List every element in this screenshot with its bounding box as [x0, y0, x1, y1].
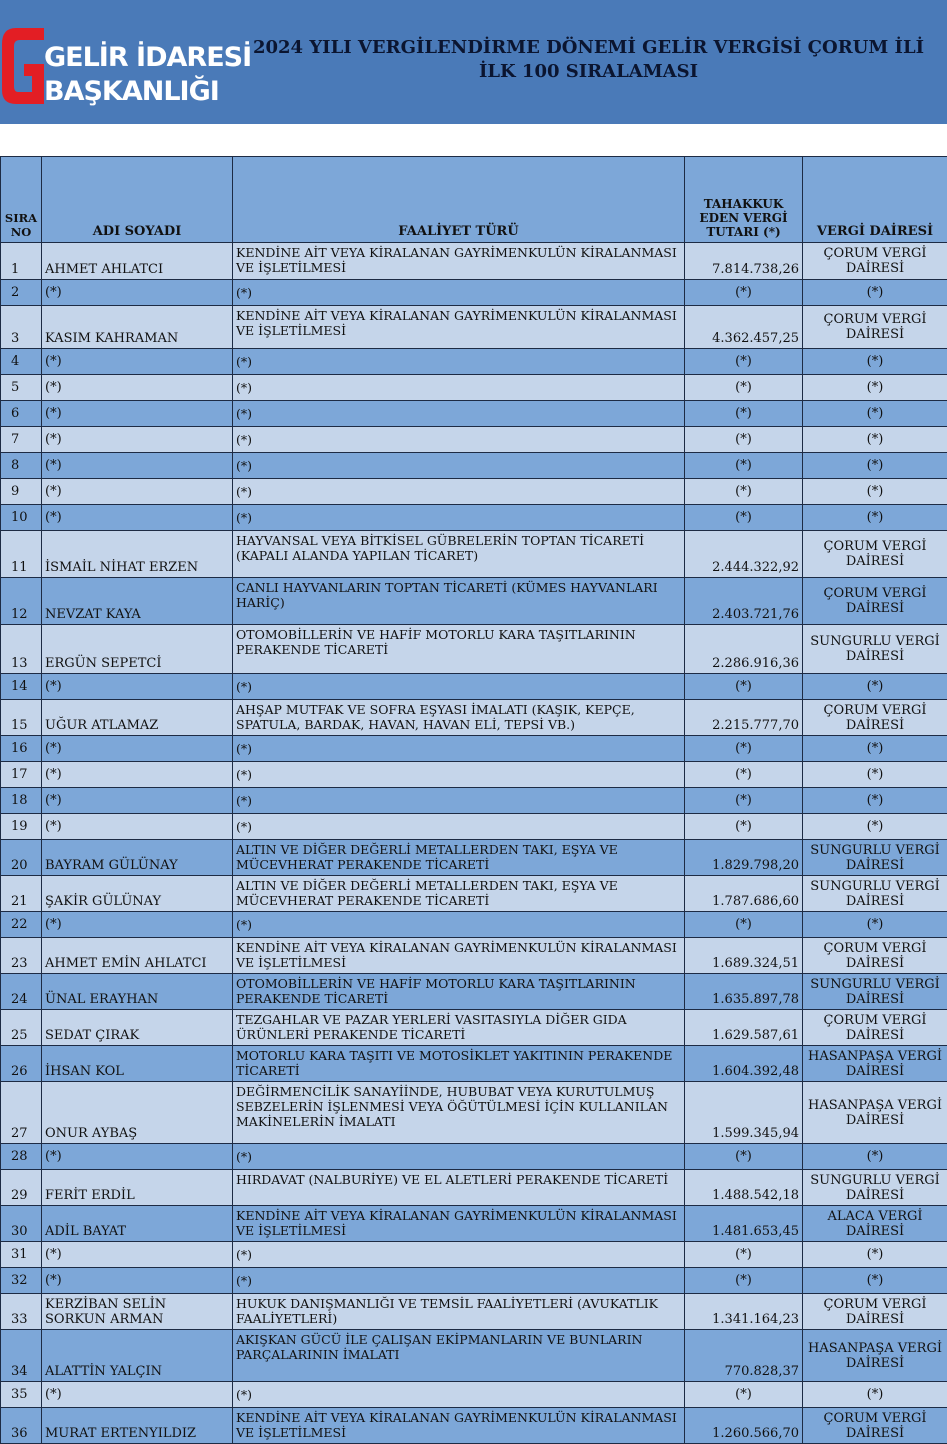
table-row [1, 1294, 947, 1330]
cell-name: (*) [42, 1242, 233, 1268]
cell-amount: (*) [685, 1268, 803, 1294]
cell-no: 13 [1, 625, 42, 674]
cell-amount: (*) [685, 427, 803, 453]
cell-amount: 770.828,37 [685, 1330, 803, 1382]
cell-amount: (*) [685, 375, 803, 401]
cell-activity: (*) [233, 479, 685, 505]
cell-amount: (*) [685, 788, 803, 814]
cell-office: (*) [803, 736, 947, 762]
cell-no: 19 [1, 814, 42, 840]
cell-no: 22 [1, 912, 42, 938]
table-row [1, 625, 947, 674]
cell-office: SUNGURLU VERGİ DAİRESİ [803, 1170, 947, 1206]
cell-no: 2 [1, 280, 42, 306]
table-row [1, 938, 947, 974]
cell-no: 32 [1, 1268, 42, 1294]
cell-no: 6 [1, 401, 42, 427]
cell-office: (*) [803, 349, 947, 375]
col-header-amount: TAHAKKUK EDEN VERGİ TUTARI (*) [685, 157, 803, 243]
cell-office: (*) [803, 505, 947, 531]
title-line-2: İLK 100 SIRALAMASI [230, 60, 947, 84]
cell-activity: DEĞİRMENCİLİK SANAYİİNDE, HUBUBAT VEYA KURUTULMUŞ SEBZELERİN İŞLENMESİ VEYA ÖĞÜTÜLMESİ İÇİN KULLANILAN MAKİNELERİN İMALATI [233, 1082, 685, 1144]
cell-amount: (*) [685, 1144, 803, 1170]
cell-name: ADİL BAYAT [42, 1206, 233, 1242]
cell-activity: MOTORLU KARA TAŞITI VE MOTOSİKLET YAKITININ PERAKENDE TİCARETİ [233, 1046, 685, 1082]
cell-activity: CANLI HAYVANLARIN TOPTAN TİCARETİ (KÜMES HAYVANLARI HARİÇ) [233, 578, 685, 625]
table-row [1, 974, 947, 1010]
table-row [1, 1144, 947, 1170]
cell-name: (*) [42, 674, 233, 700]
cell-amount: 1.829.798,20 [685, 840, 803, 876]
cell-name: (*) [42, 1382, 233, 1408]
cell-name: MURAT ERTENYILDIZ [42, 1408, 233, 1444]
cell-office: (*) [803, 788, 947, 814]
table-row [1, 788, 947, 814]
cell-office: HASANPAŞA VERGİ DAİRESİ [803, 1082, 947, 1144]
cell-name: KASIM KAHRAMAN [42, 306, 233, 349]
cell-activity: KENDİNE AİT VEYA KİRALANAN GAYRİMENKULÜN KİRALANMASI VE İŞLETİLMESİ [233, 1206, 685, 1242]
cell-no: 35 [1, 1382, 42, 1408]
table-row [1, 814, 947, 840]
cell-office: ÇORUM VERGİ DAİRESİ [803, 1294, 947, 1330]
cell-activity: (*) [233, 788, 685, 814]
cell-name: (*) [42, 427, 233, 453]
cell-activity: HAYVANSAL VEYA BİTKİSEL GÜBRELERİN TOPTAN TİCARETİ (KAPALI ALANDA YAPILAN TİCARET) [233, 531, 685, 578]
table-header-row [1, 157, 947, 243]
cell-activity: KENDİNE AİT VEYA KİRALANAN GAYRİMENKULÜN KİRALANMASI VE İŞLETİLMESİ [233, 938, 685, 974]
cell-office: SUNGURLU VERGİ DAİRESİ [803, 625, 947, 674]
cell-no: 8 [1, 453, 42, 479]
table-row [1, 840, 947, 876]
cell-amount: 1.260.566,70 [685, 1408, 803, 1444]
cell-amount: (*) [685, 453, 803, 479]
cell-name: AHMET EMİN AHLATCI [42, 938, 233, 974]
cell-amount: 1.599.345,94 [685, 1082, 803, 1144]
cell-name: BAYRAM GÜLÜNAY [42, 840, 233, 876]
table-row [1, 762, 947, 788]
cell-office: SUNGURLU VERGİ DAİRESİ [803, 840, 947, 876]
cell-no: 33 [1, 1294, 42, 1330]
table-row [1, 505, 947, 531]
cell-office: SUNGURLU VERGİ DAİRESİ [803, 974, 947, 1010]
cell-no: 26 [1, 1046, 42, 1082]
table-row [1, 1170, 947, 1206]
cell-activity: (*) [233, 1268, 685, 1294]
table-row [1, 1206, 947, 1242]
cell-activity: AKIŞKAN GÜCÜ İLE ÇALIŞAN EKİPMANLARIN VE BUNLARIN PARÇALARININ İMALATI [233, 1330, 685, 1382]
table-row [1, 531, 947, 578]
cell-no: 24 [1, 974, 42, 1010]
table-row [1, 578, 947, 625]
cell-name: (*) [42, 814, 233, 840]
cell-office: (*) [803, 674, 947, 700]
cell-amount: (*) [685, 479, 803, 505]
cell-office: (*) [803, 1268, 947, 1294]
cell-name: NEVZAT KAYA [42, 578, 233, 625]
cell-amount: 2.444.322,92 [685, 531, 803, 578]
table-row [1, 280, 947, 306]
cell-amount: 2.403.721,76 [685, 578, 803, 625]
cell-name: (*) [42, 762, 233, 788]
cell-no: 23 [1, 938, 42, 974]
table-row [1, 479, 947, 505]
cell-amount: (*) [685, 280, 803, 306]
cell-name: KERZİBAN SELİN SORKUN ARMAN [42, 1294, 233, 1330]
cell-office: ÇORUM VERGİ DAİRESİ [803, 578, 947, 625]
gib-logo-mark-icon [0, 24, 46, 106]
table-row [1, 453, 947, 479]
page-title [230, 36, 947, 84]
cell-activity: (*) [233, 1242, 685, 1268]
cell-no: 5 [1, 375, 42, 401]
cell-activity: KENDİNE AİT VEYA KİRALANAN GAYRİMENKULÜN KİRALANMASI VE İŞLETİLMESİ [233, 306, 685, 349]
cell-amount: (*) [685, 401, 803, 427]
col-header-no: SIRA NO [1, 157, 42, 243]
col-header-office: VERGİ DAİRESİ [803, 157, 947, 243]
cell-office: SUNGURLU VERGİ DAİRESİ [803, 876, 947, 912]
cell-name: İHSAN KOL [42, 1046, 233, 1082]
cell-office: ÇORUM VERGİ DAİRESİ [803, 938, 947, 974]
cell-no: 20 [1, 840, 42, 876]
cell-name: İSMAİL NİHAT ERZEN [42, 531, 233, 578]
cell-no: 4 [1, 349, 42, 375]
cell-amount: 2.286.916,36 [685, 625, 803, 674]
cell-name: SEDAT ÇIRAK [42, 1010, 233, 1046]
cell-amount: (*) [685, 912, 803, 938]
cell-activity: OTOMOBİLLERİN VE HAFİF MOTORLU KARA TAŞITLARININ PERAKENDE TİCARETİ [233, 974, 685, 1010]
cell-no: 36 [1, 1408, 42, 1444]
cell-name: (*) [42, 736, 233, 762]
logo-line-2: BAŞKANLIĞI [44, 76, 219, 107]
cell-no: 14 [1, 674, 42, 700]
cell-amount: 1.787.686,60 [685, 876, 803, 912]
cell-office: ÇORUM VERGİ DAİRESİ [803, 243, 947, 280]
cell-no: 11 [1, 531, 42, 578]
cell-activity: (*) [233, 1144, 685, 1170]
cell-name: (*) [42, 453, 233, 479]
cell-amount: (*) [685, 1242, 803, 1268]
cell-name: AHMET AHLATCI [42, 243, 233, 280]
table-row [1, 1382, 947, 1408]
cell-amount: (*) [685, 814, 803, 840]
table-row [1, 736, 947, 762]
cell-name: FERİT ERDİL [42, 1170, 233, 1206]
cell-no: 31 [1, 1242, 42, 1268]
gib-logo [0, 20, 210, 110]
cell-name: (*) [42, 788, 233, 814]
cell-no: 16 [1, 736, 42, 762]
cell-activity: (*) [233, 427, 685, 453]
table-row [1, 1082, 947, 1144]
table-row [1, 349, 947, 375]
cell-activity: ALTIN VE DİĞER DEĞERLİ METALLERDEN TAKI, EŞYA VE MÜCEVHERAT PERAKENDE TİCARETİ [233, 840, 685, 876]
cell-no: 30 [1, 1206, 42, 1242]
cell-amount: (*) [685, 674, 803, 700]
cell-no: 27 [1, 1082, 42, 1144]
cell-amount: 1.635.897,78 [685, 974, 803, 1010]
cell-office: ÇORUM VERGİ DAİRESİ [803, 700, 947, 736]
table-row [1, 401, 947, 427]
table-row [1, 427, 947, 453]
cell-activity: (*) [233, 280, 685, 306]
cell-office: (*) [803, 1144, 947, 1170]
cell-name: (*) [42, 1268, 233, 1294]
cell-amount: 7.814.738,26 [685, 243, 803, 280]
cell-activity: (*) [233, 349, 685, 375]
title-line-1: 2024 YILI VERGİLENDİRME DÖNEMİ GELİR VERGİSİ ÇORUM İLİ [230, 36, 947, 60]
cell-office: (*) [803, 762, 947, 788]
ranking-table [0, 156, 947, 1444]
cell-no: 12 [1, 578, 42, 625]
cell-office: (*) [803, 912, 947, 938]
cell-amount: (*) [685, 505, 803, 531]
cell-amount: 1.629.587,61 [685, 1010, 803, 1046]
cell-no: 1 [1, 243, 42, 280]
cell-name: (*) [42, 349, 233, 375]
cell-amount: 1.341.164,23 [685, 1294, 803, 1330]
cell-activity: (*) [233, 453, 685, 479]
cell-activity: HUKUK DANIŞMANLIĞI VE TEMSİL FAALİYETLERİ (AVUKATLIK FAALİYETLERİ) [233, 1294, 685, 1330]
table-row [1, 674, 947, 700]
cell-no: 18 [1, 788, 42, 814]
table-row [1, 306, 947, 349]
cell-name: ALATTİN YALÇIN [42, 1330, 233, 1382]
cell-no: 3 [1, 306, 42, 349]
cell-amount: 1.689.324,51 [685, 938, 803, 974]
cell-no: 28 [1, 1144, 42, 1170]
cell-no: 25 [1, 1010, 42, 1046]
cell-activity: AHŞAP MUTFAK VE SOFRA EŞYASI İMALATI (KAŞIK, KEPÇE, SPATULA, BARDAK, HAVAN, HAVAN ELİ, TEPSİ VB.) [233, 700, 685, 736]
table-row [1, 1010, 947, 1046]
cell-amount: 1.488.542,18 [685, 1170, 803, 1206]
table-row [1, 876, 947, 912]
cell-activity: (*) [233, 674, 685, 700]
table-row [1, 1242, 947, 1268]
cell-name: ERGÜN SEPETCİ [42, 625, 233, 674]
cell-activity: KENDİNE AİT VEYA KİRALANAN GAYRİMENKULÜN KİRALANMASI VE İŞLETİLMESİ [233, 1408, 685, 1444]
page-header [0, 0, 947, 124]
cell-activity: HIRDAVAT (NALBURİYE) VE EL ALETLERİ PERAKENDE TİCARETİ [233, 1170, 685, 1206]
cell-amount: (*) [685, 1382, 803, 1408]
table-row [1, 912, 947, 938]
cell-no: 15 [1, 700, 42, 736]
cell-office: ÇORUM VERGİ DAİRESİ [803, 531, 947, 578]
cell-no: 29 [1, 1170, 42, 1206]
cell-activity: ALTIN VE DİĞER DEĞERLİ METALLERDEN TAKI, EŞYA VE MÜCEVHERAT PERAKENDE TİCARETİ [233, 876, 685, 912]
cell-name: (*) [42, 280, 233, 306]
cell-office: ÇORUM VERGİ DAİRESİ [803, 1408, 947, 1444]
cell-name: UĞUR ATLAMAZ [42, 700, 233, 736]
cell-name: ONUR AYBAŞ [42, 1082, 233, 1144]
cell-amount: 4.362.457,25 [685, 306, 803, 349]
cell-name: (*) [42, 375, 233, 401]
cell-name: (*) [42, 401, 233, 427]
cell-office: ÇORUM VERGİ DAİRESİ [803, 306, 947, 349]
cell-no: 17 [1, 762, 42, 788]
cell-activity: KENDİNE AİT VEYA KİRALANAN GAYRİMENKULÜN KİRALANMASI VE İŞLETİLMESİ [233, 243, 685, 280]
cell-amount: 1.604.392,48 [685, 1046, 803, 1082]
cell-name: (*) [42, 912, 233, 938]
logo-line-1: GELİR İDARESİ [44, 42, 251, 73]
cell-no: 7 [1, 427, 42, 453]
cell-activity: (*) [233, 1382, 685, 1408]
cell-activity: (*) [233, 401, 685, 427]
cell-activity: (*) [233, 736, 685, 762]
cell-amount: 2.215.777,70 [685, 700, 803, 736]
cell-no: 34 [1, 1330, 42, 1382]
cell-amount: (*) [685, 349, 803, 375]
cell-office: (*) [803, 375, 947, 401]
cell-office: (*) [803, 401, 947, 427]
cell-no: 21 [1, 876, 42, 912]
cell-name: (*) [42, 505, 233, 531]
cell-office: ALACA VERGİ DAİRESİ [803, 1206, 947, 1242]
cell-office: (*) [803, 814, 947, 840]
table-row [1, 1046, 947, 1082]
cell-activity: (*) [233, 505, 685, 531]
cell-office: (*) [803, 427, 947, 453]
cell-office: (*) [803, 453, 947, 479]
table-row [1, 1268, 947, 1294]
cell-office: (*) [803, 1382, 947, 1408]
cell-activity: (*) [233, 912, 685, 938]
cell-name: ÜNAL ERAYHAN [42, 974, 233, 1010]
table-row [1, 1408, 947, 1444]
cell-amount: (*) [685, 736, 803, 762]
table-row [1, 375, 947, 401]
cell-activity: TEZGAHLAR VE PAZAR YERLERİ VASITASIYLA DİĞER GIDA ÜRÜNLERİ PERAKENDE TİCARETİ [233, 1010, 685, 1046]
cell-name: (*) [42, 1144, 233, 1170]
cell-activity: (*) [233, 814, 685, 840]
cell-name: (*) [42, 479, 233, 505]
cell-amount: (*) [685, 762, 803, 788]
cell-office: ÇORUM VERGİ DAİRESİ [803, 1010, 947, 1046]
cell-office: HASANPAŞA VERGİ DAİRESİ [803, 1046, 947, 1082]
cell-office: HASANPAŞA VERGİ DAİRESİ [803, 1330, 947, 1382]
cell-no: 9 [1, 479, 42, 505]
cell-name: ŞAKİR GÜLÜNAY [42, 876, 233, 912]
cell-activity: (*) [233, 375, 685, 401]
cell-activity: (*) [233, 762, 685, 788]
table-row [1, 243, 947, 280]
cell-no: 10 [1, 505, 42, 531]
col-header-name: ADI SOYADI [42, 157, 233, 243]
table-row [1, 1330, 947, 1382]
cell-office: (*) [803, 479, 947, 505]
cell-amount: 1.481.653,45 [685, 1206, 803, 1242]
col-header-activity: FAALİYET TÜRÜ [233, 157, 685, 243]
table-row [1, 700, 947, 736]
cell-office: (*) [803, 1242, 947, 1268]
cell-activity: OTOMOBİLLERİN VE HAFİF MOTORLU KARA TAŞITLARININ PERAKENDE TİCARETİ [233, 625, 685, 674]
cell-office: (*) [803, 280, 947, 306]
